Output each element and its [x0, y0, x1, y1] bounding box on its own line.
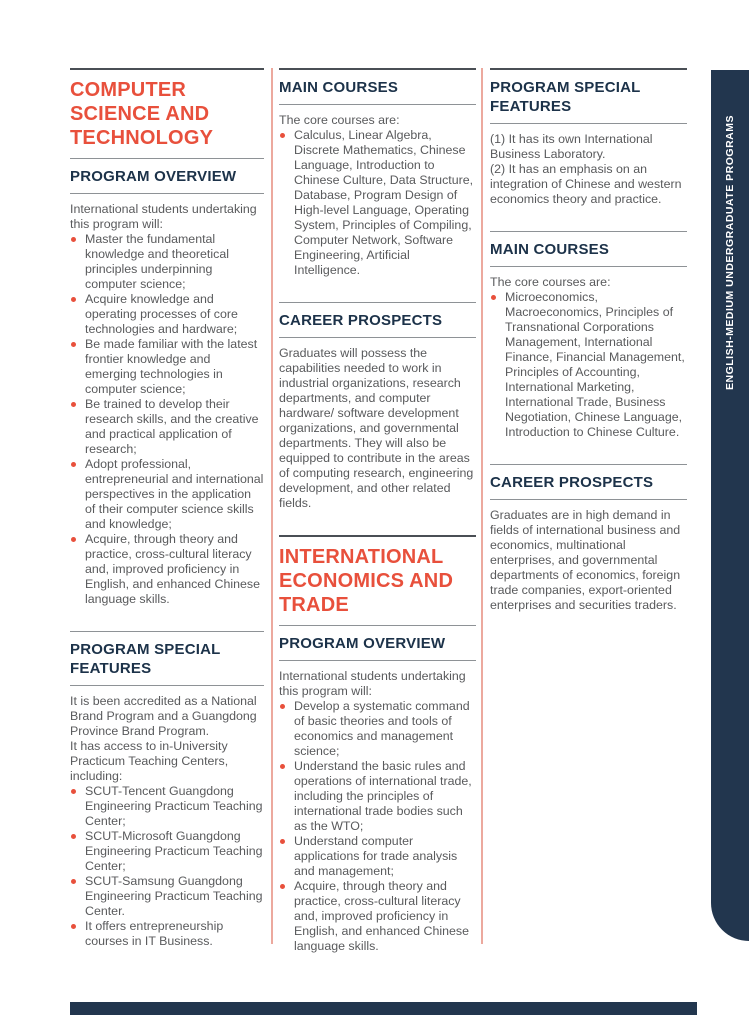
bullet-item	[490, 290, 687, 440]
section-divider	[279, 625, 476, 626]
bullet-dot	[71, 879, 76, 884]
section-heading: PROGRAM SPECIAL FEATURES	[490, 79, 641, 115]
section-divider	[279, 104, 476, 105]
section-divider	[279, 535, 476, 537]
bullet-text: Understand computer applications for trade analysis and management;	[294, 834, 458, 878]
bullet-item	[279, 834, 476, 879]
bullet-text: Acquire, through theory and practice, cross-cultural literacy and, improved proficiency in English, and enhanced Chinese language skills.	[294, 879, 469, 953]
section-heading: CAREER PROSPECTS	[279, 312, 443, 329]
bullet-item	[279, 699, 476, 759]
bullet-dot	[280, 764, 285, 769]
bullet-text: SCUT-Microsoft Guangdong Engineering Practicum Teaching Center;	[85, 829, 263, 873]
bullet-item	[279, 759, 476, 834]
bullet-item	[70, 829, 264, 874]
bullet-item	[70, 919, 264, 949]
column-divider	[271, 68, 273, 944]
section-heading: PROGRAM OVERVIEW	[70, 168, 237, 185]
paragraph: The core courses are:	[490, 275, 611, 289]
footer-bar	[70, 1002, 697, 1015]
bullet-item	[70, 337, 264, 397]
bullet-text: It offers entrepreneurship courses in IT Business.	[85, 919, 224, 948]
section-divider	[490, 266, 687, 267]
paragraph: The core courses are:	[279, 113, 400, 127]
bullet-list	[279, 699, 476, 954]
bullet-dot	[71, 342, 76, 347]
bullet-text: Microeconomics, Macroeconomics, Principles of Transnational Corporations Management, International Finance, Financial Management, Principles of Accounting, International Marketing, International Trade, Business Negotiation, Chinese Language, Introduction to Chinese Culture.	[505, 290, 685, 439]
paragraph: (2) It has an emphasis on an integration of Chinese and western economics theory and practice.	[490, 162, 682, 206]
bullet-dot	[280, 884, 285, 889]
paragraph: International students undertaking this program will:	[279, 669, 466, 698]
paragraph: It is been accredited as a National Brand Program and a Guangdong Province Brand Program.	[70, 694, 257, 738]
bullet-dot	[71, 789, 76, 794]
section-heading: MAIN COURSES	[490, 241, 610, 258]
bullet-dot	[71, 237, 76, 242]
bullet-dot	[280, 704, 285, 709]
section-divider	[279, 302, 476, 303]
bullet-dot	[491, 295, 496, 300]
section-divider	[70, 193, 264, 194]
program-title: COMPUTER SCIENCE AND TECHNOLOGY	[70, 79, 214, 149]
bullet-list	[70, 232, 264, 607]
bullet-text: Develop a systematic command of basic theories and tools of economics and management science;	[294, 699, 470, 758]
bullet-item	[70, 292, 264, 337]
bullet-item	[70, 532, 264, 607]
bullet-text: SCUT-Tencent Guangdong Engineering Practicum Teaching Center;	[85, 784, 263, 828]
bullet-list	[279, 128, 476, 278]
bullet-dot	[71, 834, 76, 839]
bullet-dot	[71, 402, 76, 407]
bullet-text: Master the fundamental knowledge and theoretical principles underpinning computer science;	[85, 232, 229, 291]
bullet-item	[279, 879, 476, 954]
section-divider	[279, 660, 476, 661]
bullet-dot	[71, 297, 76, 302]
section-divider	[490, 464, 687, 465]
section-heading: MAIN COURSES	[279, 79, 399, 96]
section-divider	[70, 631, 264, 632]
bullet-text: SCUT-Samsung Guangdong Engineering Practicum Teaching Center.	[85, 874, 263, 918]
paragraph: (1) It has its own International Business Laboratory.	[490, 132, 653, 161]
bullet-dot	[71, 924, 76, 929]
section-divider	[70, 158, 264, 159]
section-divider	[490, 123, 687, 124]
bullet-item	[279, 128, 476, 278]
bullet-text: Understand the basic rules and operations of international trade, including the principles of international trade bodies such as the WTO;	[294, 759, 472, 833]
section-heading: PROGRAM OVERVIEW	[279, 635, 446, 652]
section-divider	[490, 231, 687, 232]
column-computer-science	[70, 68, 264, 949]
edge-tab-label: ENGLISH-MEDIUM UNDERGRADUATE PROGRAMS	[724, 115, 736, 390]
column-international-economics	[490, 68, 687, 613]
program-title: INTERNATIONAL ECONOMICS AND TRADE	[279, 546, 454, 616]
paragraph: Graduates are in high demand in fields of international business and economics, multinational enterprises, and governmental departments of economics, foreign trade companies, export-oriented enterprises and securities traders.	[490, 508, 681, 612]
bullet-text: Be trained to develop their research skills, and the creative and practical application of research;	[85, 397, 259, 456]
bullet-item	[70, 232, 264, 292]
bullet-item	[70, 457, 264, 532]
column-divider	[481, 68, 483, 944]
section-divider	[70, 685, 264, 686]
bullet-item	[70, 874, 264, 919]
paragraph: Graduates will possess the capabilities needed to work in industrial organizations, research departments, and computer hardware/ software development organizations, and governmental departments. They will also be equipped to contribute in the areas of computing research, engineering development, and other related fields.	[279, 346, 474, 510]
section-heading: CAREER PROSPECTS	[490, 474, 654, 491]
edge-tab-english-medium-programs	[711, 70, 749, 941]
bullet-dot	[71, 537, 76, 542]
bullet-list	[490, 290, 687, 440]
bullet-item	[70, 784, 264, 829]
section-divider	[490, 499, 687, 500]
bullet-dot	[280, 839, 285, 844]
bullet-text: Acquire knowledge and operating processes of core technologies and hardware;	[85, 292, 238, 336]
paragraph: International students undertaking this program will:	[70, 202, 257, 231]
bullet-list	[70, 784, 264, 949]
section-divider	[490, 68, 687, 70]
paragraph: It has access to in-University Practicum Teaching Centers, including:	[70, 739, 229, 783]
bullet-text: Be made familiar with the latest frontier knowledge and emerging technologies in computer science;	[85, 337, 258, 396]
bullet-item	[70, 397, 264, 457]
bullet-text: Acquire, through theory and practice, cross-cultural literacy and, improved proficiency in English, and enhanced Chinese language skills.	[85, 532, 260, 606]
bullet-dot	[280, 133, 285, 138]
column-middle	[279, 68, 476, 954]
bullet-text: Calculus, Linear Algebra, Discrete Mathematics, Chinese Language, Introduction to Chinese Culture, Data Structure, Database, Program Design of High-level Language, Operating System, Principles of Compiling, Computer Network, Software Engineering, Artificial Intelligence.	[294, 128, 474, 277]
bullet-text: Adopt professional, entrepreneurial and international perspectives in the application of their computer science skills and knowledge;	[85, 457, 264, 531]
section-divider	[279, 68, 476, 70]
section-divider	[279, 337, 476, 338]
bullet-dot	[71, 462, 76, 467]
section-divider	[70, 68, 264, 70]
section-heading: PROGRAM SPECIAL FEATURES	[70, 641, 221, 677]
